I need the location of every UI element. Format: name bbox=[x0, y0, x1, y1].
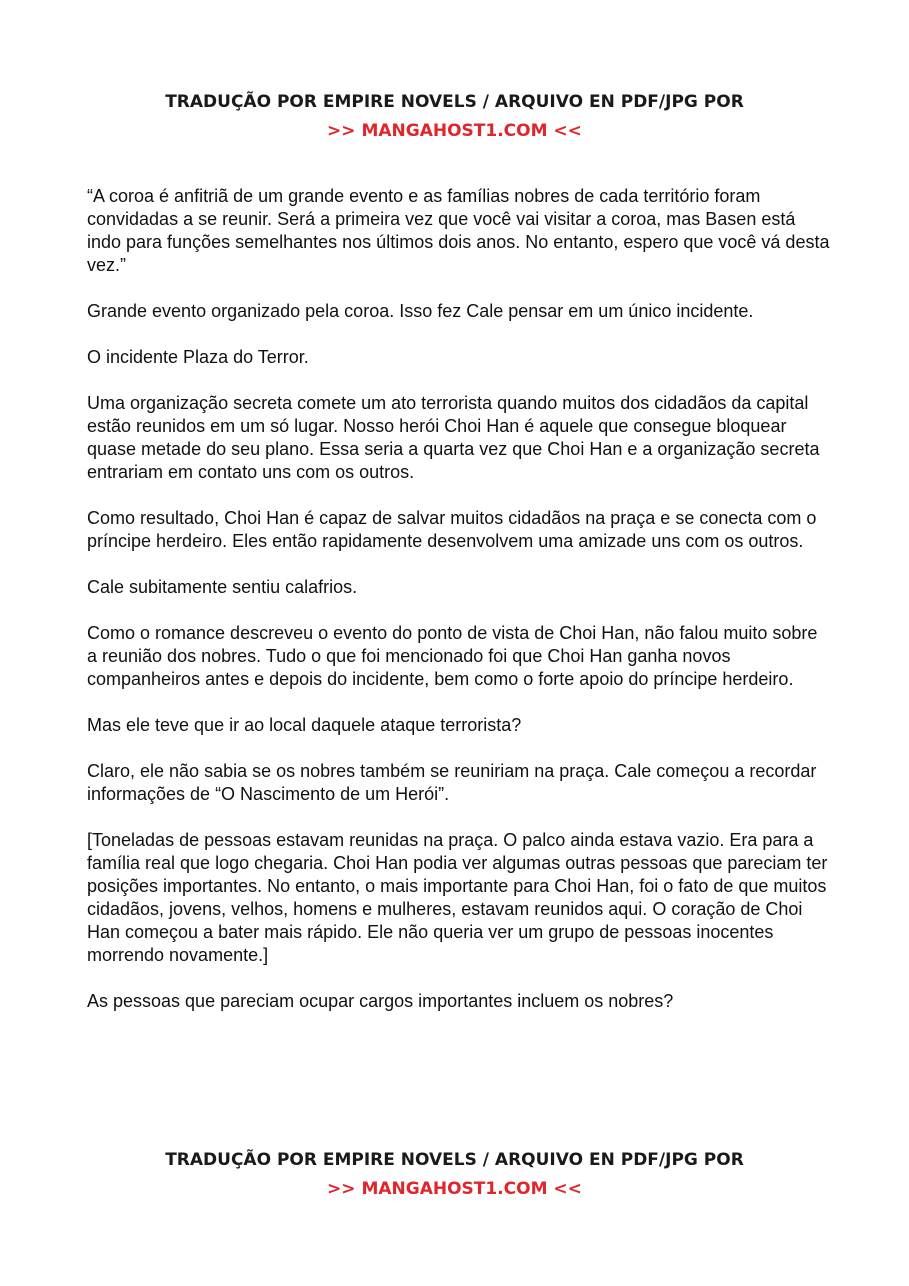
footer-credit-text: TRADUÇÃO POR EMPIRE NOVELS / ARQUIVO EN PDF/JPG POR bbox=[165, 1150, 744, 1170]
footer-site-link[interactable]: >> MANGAHOST1.COM << bbox=[327, 1179, 582, 1199]
header-banner bbox=[0, 88, 909, 146]
paragraph: Cale subitamente sentiu calafrios. bbox=[87, 577, 358, 597]
paragraph: Grande evento organizado pela coroa. Isso fez Cale pensar em um único incidente. bbox=[87, 301, 754, 321]
paragraph: Mas ele teve que ir ao local daquele ataque terrorista? bbox=[87, 715, 522, 735]
paragraph: Uma organização secreta comete um ato terrorista quando muitos dos cidadãos da capital estão reunidos em um só lugar. Nosso herói Choi Han é aquele que consegue bloquear quase metade do seu plano. Essa seria a quarta vez que Choi Han e a organização secreta entrariam em contato uns com os outros. bbox=[87, 393, 820, 482]
document-body bbox=[87, 185, 832, 1036]
paragraph: As pessoas que pareciam ocupar cargos importantes incluem os nobres? bbox=[87, 991, 674, 1011]
paragraph: “A coroa é anfitriã de um grande evento e as famílias nobres de cada território foram convidadas a se reunir. Será a primeira vez que você vai visitar a coroa, mas Basen está indo para funções semelhantes nos últimos dois anos. No entanto, espero que você vá desta vez.” bbox=[87, 186, 830, 275]
paragraph: [Toneladas de pessoas estavam reunidas na praça. O palco ainda estava vazio. Era para a família real que logo chegaria. Choi Han podia ver algumas outras pessoas que pareciam ter posições importantes. No entanto, o mais importante para Choi Han, foi o fato de que muitos cidadãos, jovens, velhos, homens e mulheres, estavam reunidos aqui. O coração de Choi Han começou a bater mais rápido. Ele não queria ver um grupo de pessoas inocentes morrendo novamente.] bbox=[87, 830, 828, 965]
footer-banner bbox=[0, 1146, 909, 1204]
header-site-link[interactable]: >> MANGAHOST1.COM << bbox=[327, 121, 582, 141]
paragraph: Como o romance descreveu o evento do ponto de vista de Choi Han, não falou muito sobre a reunião dos nobres. Tudo o que foi mencionado foi que Choi Han ganha novos companheiros antes e depois do incidente, bem como o forte apoio do príncipe herdeiro. bbox=[87, 623, 818, 689]
paragraph: O incidente Plaza do Terror. bbox=[87, 347, 309, 367]
paragraph: Como resultado, Choi Han é capaz de salvar muitos cidadãos na praça e se conecta com o príncipe herdeiro. Eles então rapidamente desenvolvem uma amizade uns com os outros. bbox=[87, 508, 817, 551]
header-credit-text: TRADUÇÃO POR EMPIRE NOVELS / ARQUIVO EN PDF/JPG POR bbox=[165, 92, 744, 112]
paragraph: Claro, ele não sabia se os nobres também se reuniriam na praça. Cale começou a recordar informações de “O Nascimento de um Herói”. bbox=[87, 761, 817, 804]
